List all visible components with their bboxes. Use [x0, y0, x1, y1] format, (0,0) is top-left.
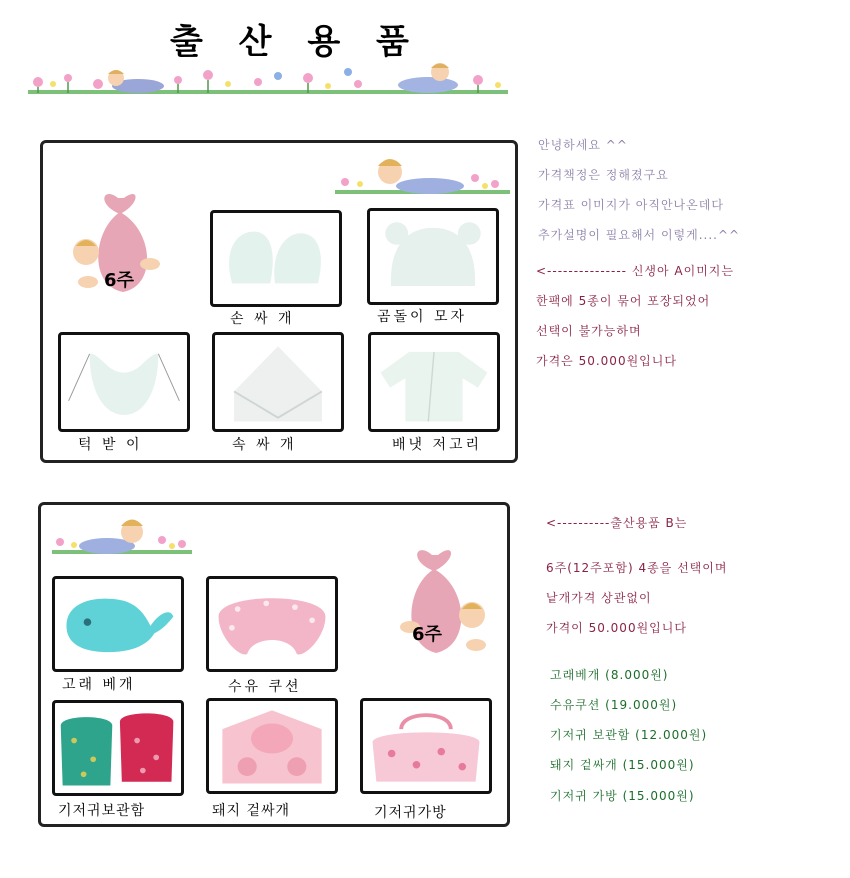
whale-pillow-label: 고래 베개: [62, 677, 136, 693]
price-pig-wrap: 돼지 겉싸개 (15.000원): [550, 758, 695, 772]
flower-banner: [28, 60, 508, 100]
bear-hat-label: 곰돌이 모자: [377, 309, 468, 325]
page-title: 출 산 용 품: [170, 22, 421, 62]
note-a-8: 가격은 50.000원입니다: [536, 354, 677, 368]
baby-jacket-photo: [368, 332, 500, 432]
baby-flower-decoration: [52, 512, 192, 560]
note-b-3: 낱개가격 상관없이: [546, 591, 652, 605]
price-nursing-cushion: 수유쿠션 (19.000원): [550, 698, 678, 712]
note-a-1: 안녕하세요 ^^: [538, 138, 628, 152]
baby-bundle-image: [380, 545, 495, 665]
note-b-1: <----------출산용품 B는: [546, 516, 688, 530]
bear-hat-photo: [367, 208, 499, 305]
badge-6weeks-a: 6주: [104, 270, 134, 291]
price-diaper-storage: 기저귀 보관함 (12.000원): [550, 728, 708, 742]
price-diaper-bag: 기저귀 가방 (15.000원): [550, 789, 695, 803]
price-whale-pillow: 고래베개 (8.000원): [550, 668, 669, 682]
note-a-7: 선택이 불가능하며: [536, 324, 642, 338]
note-a-5: <--------------- 신생아 A이미지는: [536, 264, 734, 278]
baby-jacket-label: 배냇 저고리: [392, 437, 483, 453]
diaper-bag-label: 기저귀가방: [374, 805, 447, 821]
diaper-storage-label: 기저귀보관함: [58, 803, 146, 819]
note-a-2: 가격책정은 정해졌구요: [538, 168, 669, 182]
mittens-photo: [210, 210, 342, 307]
note-b-4: 가격이 50.000원입니다: [546, 621, 687, 635]
diaper-storage-photo: [52, 700, 184, 796]
nursing-cushion-label: 수유 쿠션: [228, 679, 302, 695]
badge-6weeks-b: 6주: [412, 624, 442, 645]
baby-flower-decoration: [335, 150, 510, 200]
note-a-6: 한팩에 5종이 묶어 포장되었어: [536, 294, 711, 308]
swaddle-label: 속 싸 개: [232, 437, 297, 453]
bib-label: 턱 받 이: [78, 437, 143, 453]
diaper-bag-photo: [360, 698, 492, 794]
swaddle-photo: [212, 332, 344, 432]
note-a-3: 가격표 이미지가 아직안나온데다: [538, 198, 724, 212]
pig-wrap-photo: [206, 698, 338, 794]
bib-photo: [58, 332, 190, 432]
whale-pillow-photo: [52, 576, 184, 672]
pig-wrap-label: 돼지 겉싸개: [212, 803, 291, 819]
note-a-4: 추가설명이 필요해서 이렇게....^^: [538, 228, 741, 242]
nursing-cushion-photo: [206, 576, 338, 672]
mittens-label: 손 싸 개: [230, 311, 295, 327]
note-b-2: 6주(12주포함) 4종을 선택이며: [546, 561, 728, 575]
